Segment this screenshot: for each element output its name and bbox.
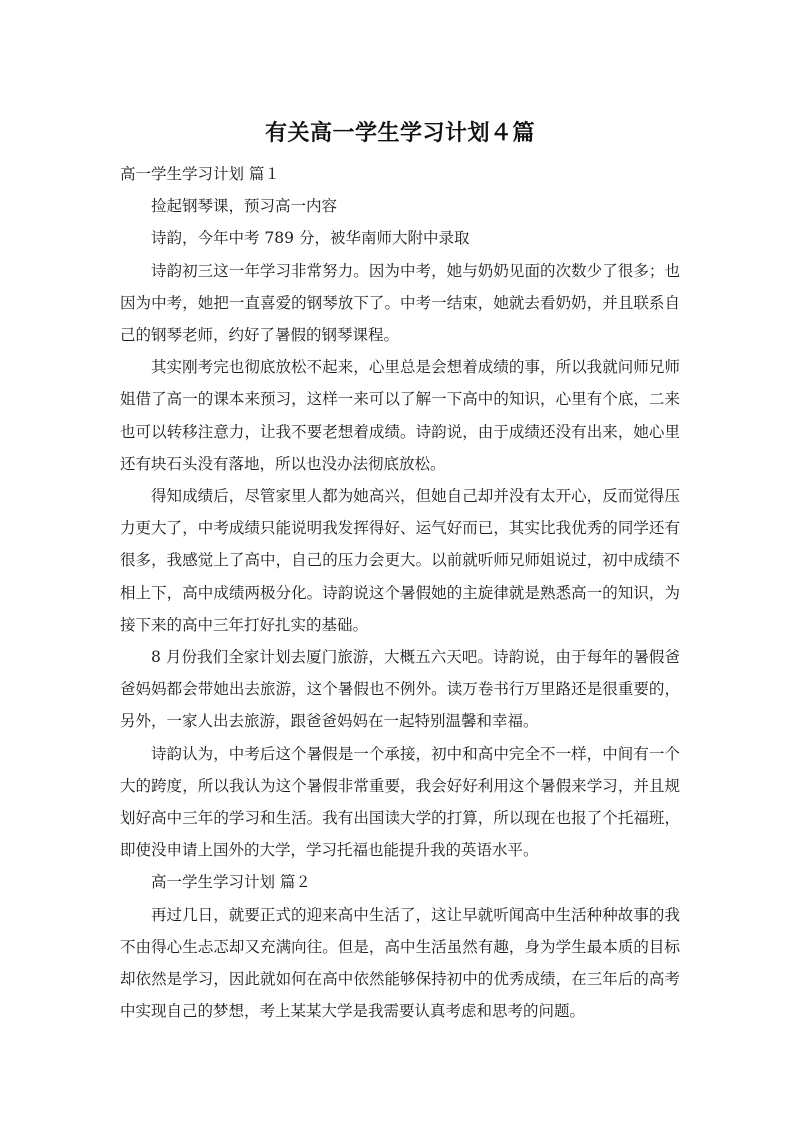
- document-title: 有关高一学生学习计划４篇: [264, 121, 535, 146]
- paragraph: 其实刚考完也彻底放松不起来，心里总是会想着成绩的事，所以我就问师兄师姐借了高一的课本来预习，这样一来可以了解一下高中的知识，心里有个底，二来也可以转移注意力，让我不要老想着成绩。诗韵说，由于成绩还没有出来，她心里还有块石头没有落地，所以也没办法彻底放松。: [120, 358, 680, 473]
- paragraph: 诗韵初三这一年学习非常努力。因为中考，她与奶奶见面的次数少了很多；也因为中考，她把一直喜爱的钢琴放下了。中考一结束，她就去看奶奶，并且联系自己的钢琴老师，约好了暑假的钢琴课程。: [120, 261, 680, 345]
- document-body: [120, 158, 680, 1027]
- paragraph: 得知成绩后，尽管家里人都为她高兴，但她自己却并没有太开心，反而觉得压力更大了，中考成绩只能说明我发挥得好、运气好而已，其实比我优秀的同学还有很多，我感觉上了高中，自己的压力会更大。以前就听师兄师姐说过，初中成绩不相上下，高中成绩两极分化。诗韵说这个暑假她的主旋律就是熟悉高一的知识，为接下来的高中三年打好扎实的基础。: [120, 487, 680, 634]
- paragraph: 诗韵认为，中考后这个暑假是一个承接，初中和高中完全不一样，中间有一个大的跨度，所以我认为这个暑假非常重要，我会好好利用这个暑假来学习，并且规划好高中三年的学习和生活。我有出国读大学的打算，所以现在也报了个托福班，即使没申请上国外的大学，学习托福也能提升我的英语水平。: [120, 744, 680, 860]
- paragraph: 8 月份我们全家计划去厦门旅游，大概五六天吧。诗韵说，由于每年的暑假爸爸妈妈都会带她出去旅游，这个暑假也不例外。读万卷书行万里路还是很重要的，另外，一家人出去旅游，跟爸爸妈妈在一起特别温馨和幸福。: [120, 648, 680, 731]
- paragraph: 再过几日，就要正式的迎来高中生活了，这让早就听闻高中生活种种故事的我不由得心生忐忑却又充满向往。但是，高中生活虽然有趣，身为学生最本质的目标却依然是学习，因此就如何在高中依然能够保持初中的优秀成绩，在三年后的高考中实现自己的梦想，考上某某大学是我需要认真考虑和思考的问题。: [120, 905, 680, 1021]
- section-2-heading: 高一学生学习计划 篇２: [151, 873, 311, 892]
- paragraph-subtitle: 捡起钢琴课，预习高一内容: [151, 197, 338, 216]
- section-1-heading: 高一学生学习计划 篇１: [120, 165, 280, 183]
- paragraph-intro: 诗韵，今年中考 789 分，被华南师大附中录取: [151, 229, 470, 248]
